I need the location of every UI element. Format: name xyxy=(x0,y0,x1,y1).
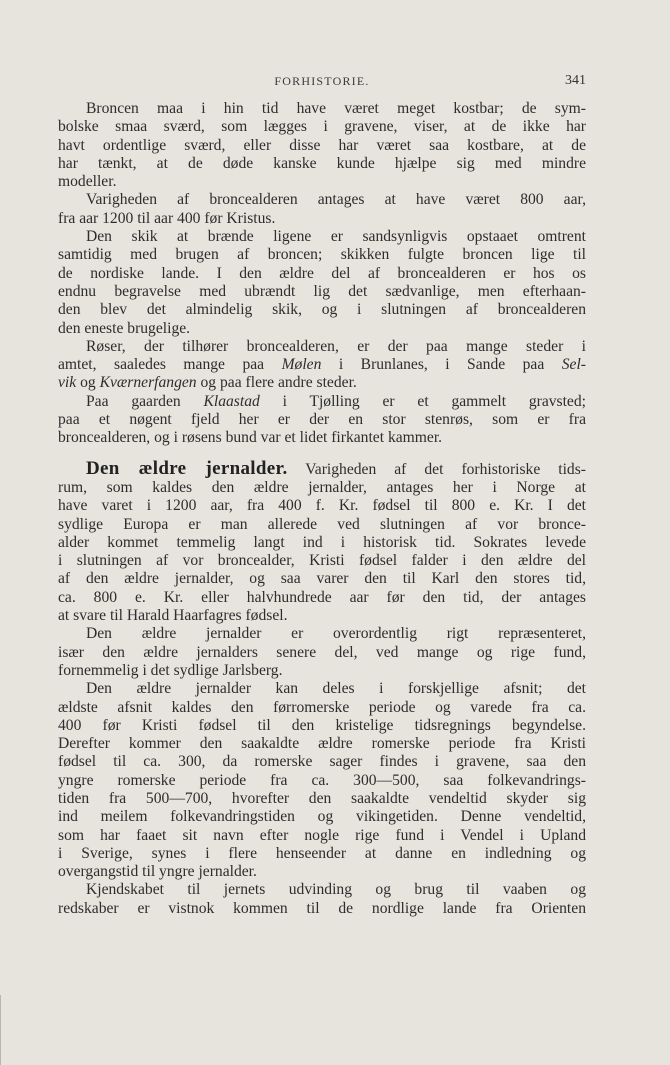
paragraph-5 xyxy=(58,393,586,448)
text-line xyxy=(58,374,586,392)
paragraph-2 xyxy=(58,191,586,228)
place-name: Mølen xyxy=(281,356,322,374)
text-line: af den ældre jernalder, og saa varer den til Karl den stores tid, xyxy=(58,570,586,588)
paragraph-7 xyxy=(58,625,586,680)
text-line: den eneste brugelige. xyxy=(58,319,191,337)
paragraph-6 xyxy=(58,457,586,626)
text-line: endnu begravelse med ubrændt lig det sædvanlige, men efterhaan- xyxy=(58,282,586,300)
text-line: i slutningen af vor broncealder, Kristi fødsel falder i den ældre del xyxy=(58,552,586,570)
paragraph-8 xyxy=(58,680,586,881)
text-line: Den ældre jernalder er overordentlig rigt repræsenteret, xyxy=(86,625,586,643)
text-line: yngre romerske periode fra ca. 300—500, saa folkevandrings- xyxy=(58,771,586,789)
text-line: modeller. xyxy=(58,173,117,191)
text-line: Den ældre jernalder kan deles i forskjellige afsnit; det xyxy=(86,680,586,698)
text-line: Den skik at brænde ligene er sandsynligvis opstaaet omtrent xyxy=(86,228,586,246)
text-line: samtidig med brugen af broncen; skikken fulgte broncen lige til xyxy=(58,246,586,264)
text-line xyxy=(58,457,586,479)
text-line: fødsel til ca. 300, da romerske sager findes i gravene, saa den xyxy=(58,753,586,771)
text-line: rum, som kaldes den ældre jernalder, antages her i Norge at xyxy=(58,478,586,496)
running-title: FORHISTORIE. xyxy=(274,74,370,88)
place-name: Klaastad xyxy=(203,392,260,410)
text-line: 400 før Kristi fødsel til den kristelige tidsregnings begyndelse. xyxy=(58,716,586,734)
text-line: den blev det almindelig skik, og i slutningen af broncealderen xyxy=(58,301,586,319)
text-line: har tænkt, at de døde kanske kunde hjælpe sig med mindre xyxy=(58,154,586,172)
text-line: især den ældre jernalders senere del, ved mange og rige fund, xyxy=(58,643,586,661)
text-line xyxy=(58,393,586,411)
text-line: tiden fra 500—700, hvorefter den saakaldte vendeltid skyder sig xyxy=(58,789,586,807)
text-line: i Sverige, synes i flere henseender at danne en indledning og xyxy=(58,844,586,862)
text-line: redskaber er vistnok kommen til de nordlige lande fra Orienten xyxy=(58,899,586,917)
paragraph-3 xyxy=(58,228,586,338)
text-line: alder kommet temmelig langt ind i historisk tid. Sokrates levede xyxy=(58,533,586,551)
text-run: og xyxy=(76,374,100,392)
page-header xyxy=(58,74,586,94)
text-run: amtet, saaledes mange paa xyxy=(58,356,282,374)
text-line: Varigheden af broncealderen antages at have været 800 aar, xyxy=(86,191,586,209)
text-line: Broncen maa i hin tid have været meget kostbar; de sym- xyxy=(86,100,586,117)
text-run: Paa gaarden xyxy=(86,392,204,410)
text-line: bolske smaa sværd, som lægges i gravene, viser, at de ikke har xyxy=(58,118,586,136)
place-name: Kværnerfangen xyxy=(99,374,197,392)
text-run: Varigheden af det forhistoriske tids- xyxy=(287,460,586,478)
text-line: at svare til Harald Haarfagres fødsel. xyxy=(58,607,288,625)
text-line: ca. 800 e. Kr. eller halvhundrede aar før den tid, der antages xyxy=(58,588,586,606)
text-line: fra aar 1200 til aar 400 før Kristus. xyxy=(58,209,276,227)
text-line: havt ordentlige sværd, eller disse har været saa kostbare, at de xyxy=(58,136,586,154)
text-line: ind meilem folkevandringstiden og vikingetiden. Denne vendeltid, xyxy=(58,808,586,826)
text-line: Derefter kommer den saakaldte ældre romerske periode fra Kristi xyxy=(58,735,586,753)
text-line: Kjendskabet til jernets udvinding og brug til vaaben og xyxy=(86,881,586,899)
paragraph-9 xyxy=(58,881,586,918)
text-line: som har faaet sit navn efter nogle rige fund i Vendel i Upland xyxy=(58,826,586,844)
text-line: fornemmelig i det sydlige Jarlsberg. xyxy=(58,661,283,679)
text-line: paa et nøgent fjeld her er der en stor stenrøs, som er fra xyxy=(58,411,586,429)
text-line: de nordiske lande. I den ældre del af broncealderen er hos os xyxy=(58,264,586,282)
page-number: 341 xyxy=(565,73,586,88)
text-line: Røser, der tilhører broncealderen, er der paa mange steder i xyxy=(86,337,586,355)
paragraph-1 xyxy=(58,100,586,191)
section-heading: Den ældre jernalder. xyxy=(86,457,288,479)
text-line: sydlige Europa er man allerede ved slutningen af vor bronce- xyxy=(58,515,586,533)
page-body xyxy=(58,100,586,918)
text-line: ældste afsnit kaldes den førromerske periode og varede fra ca. xyxy=(58,698,586,716)
paragraph-4 xyxy=(58,338,586,393)
text-run: i Tjølling er et gammelt gravsted; xyxy=(259,392,586,410)
text-run: i Brunlanes, i Sande paa xyxy=(321,356,562,374)
place-name: vik xyxy=(58,374,77,392)
place-name: Sel- xyxy=(561,356,586,374)
text-run: og paa flere andre steder. xyxy=(196,374,357,392)
text-line: overgangstid til yngre jernalder. xyxy=(58,863,257,881)
text-line: have varet i 1200 aar, fra 400 f. Kr. fødsel til 800 e. Kr. I det xyxy=(58,497,586,515)
binding-edge-mark xyxy=(0,995,19,1065)
text-line: broncealderen, og i røsens bund var et lidet firkantet kammer. xyxy=(58,429,443,447)
text-line xyxy=(58,356,586,374)
